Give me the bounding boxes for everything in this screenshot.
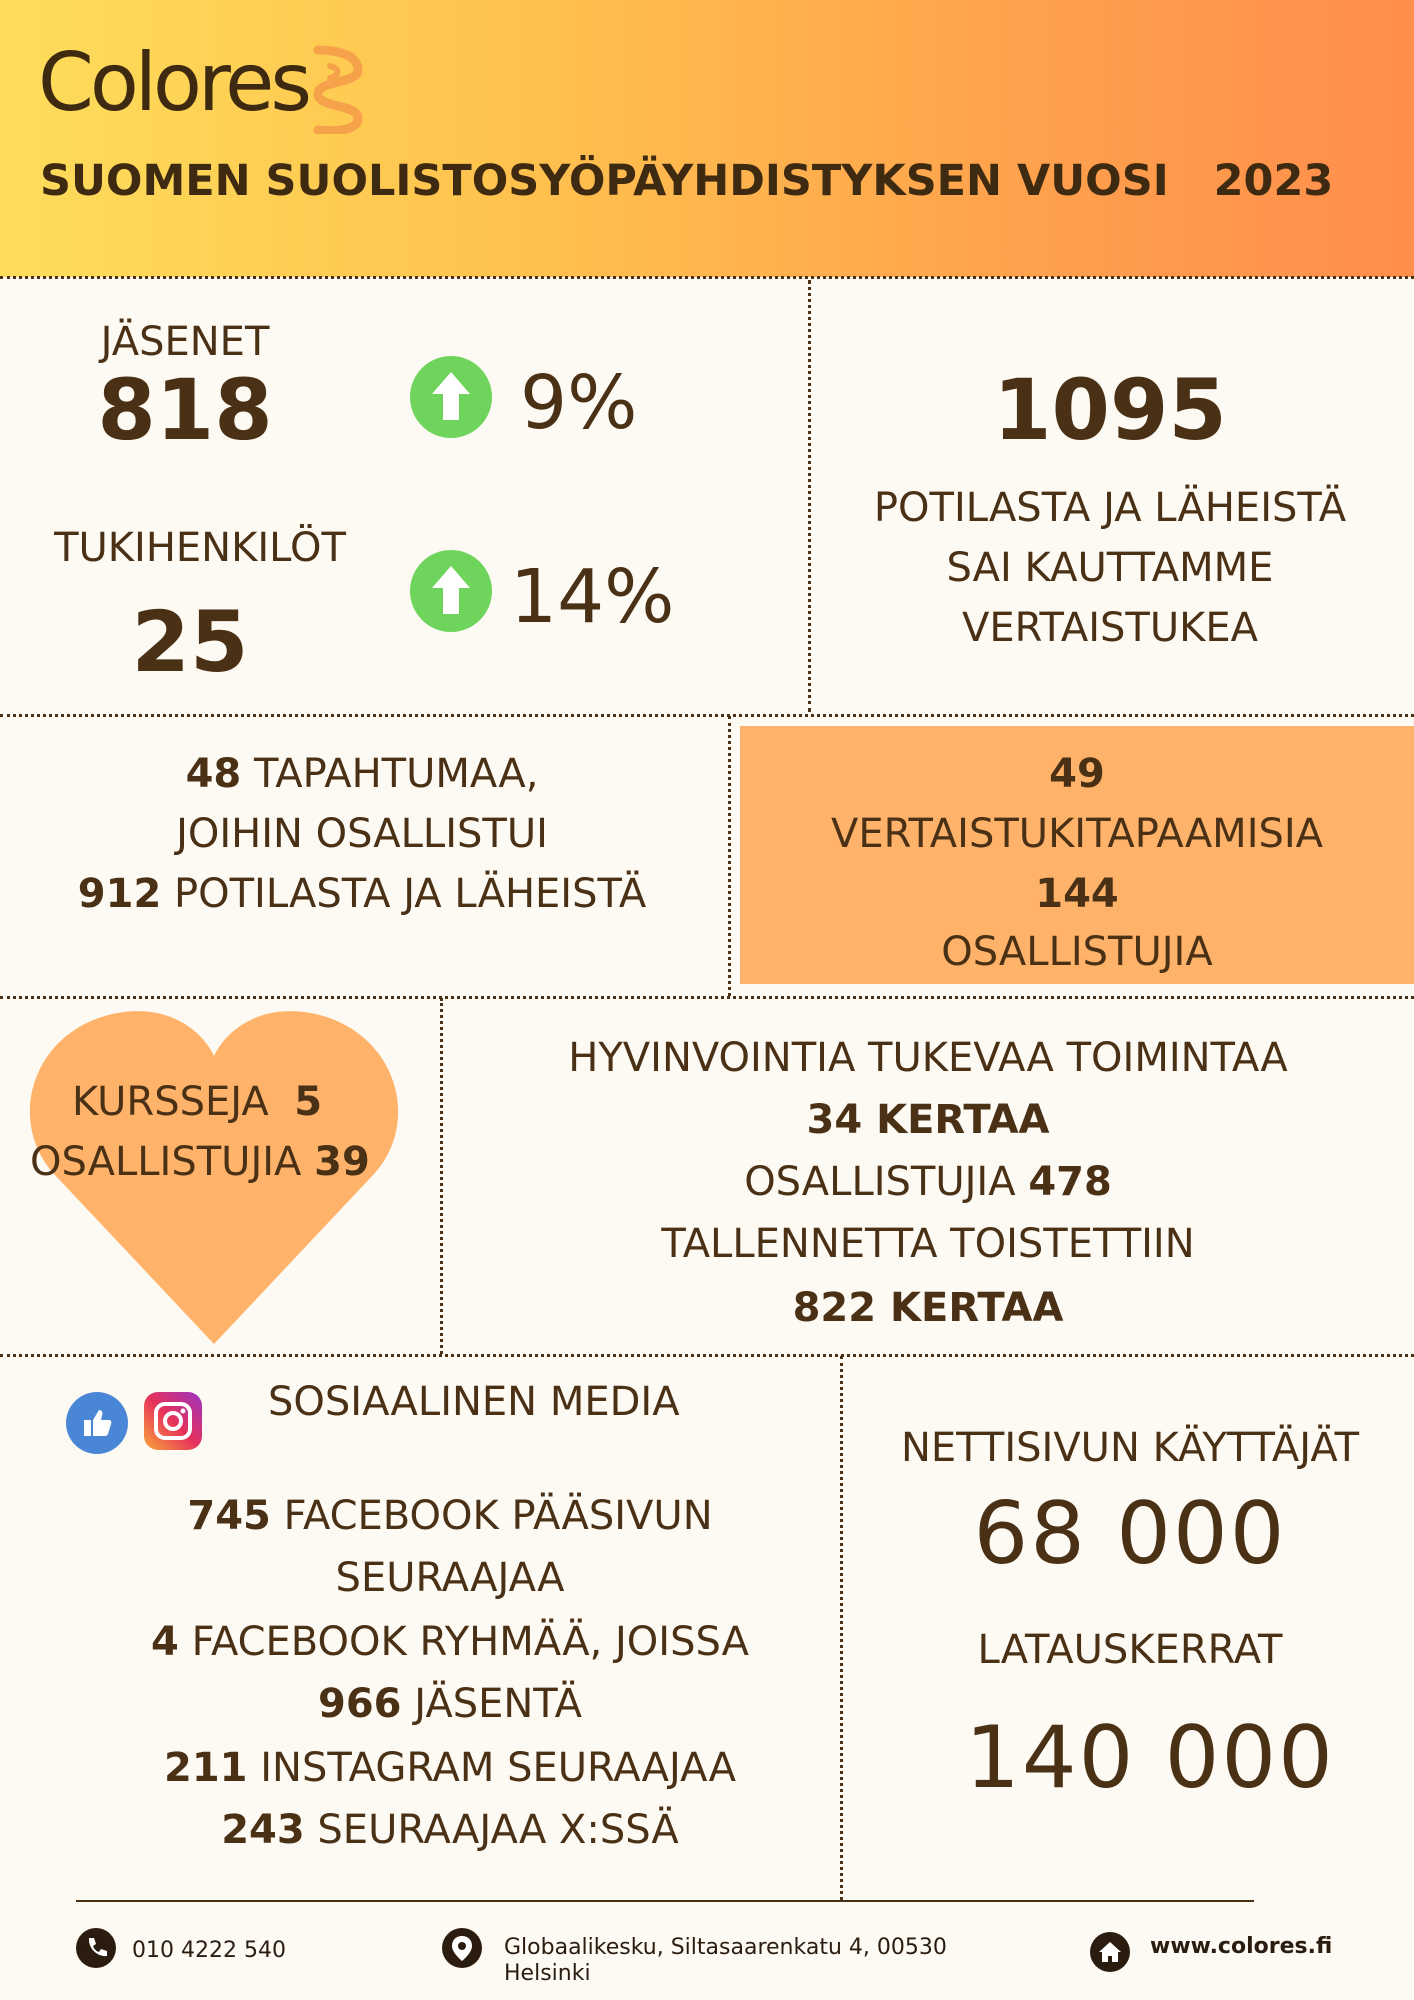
ig-followers-text: INSTAGRAM SEURAAJAA <box>247 1745 736 1791</box>
events-line <box>0 864 724 924</box>
footer-rule <box>76 1900 1254 1902</box>
home-icon <box>1090 1932 1130 1972</box>
fb-followers: 745 <box>187 1493 271 1539</box>
ig-followers: 211 <box>164 1745 248 1791</box>
social-title: SOSIAALINEN MEDIA <box>268 1379 680 1425</box>
up-arrow-icon <box>410 356 492 438</box>
footer-address-line1: Globaalikesku, Siltasaarenkatu 4, 00530 <box>504 1935 947 1960</box>
website-users-label: NETTISIVUN KÄYTTÄJÄT <box>900 1425 1360 1471</box>
events-participants: 912 <box>77 871 162 917</box>
wellbeing-participants-value: 478 <box>1028 1159 1112 1205</box>
social-line <box>20 1674 880 1734</box>
footer-phone[interactable]: 010 4222 540 <box>132 1938 286 1963</box>
phone-icon <box>76 1928 116 1968</box>
members-growth: 9% <box>520 360 638 446</box>
social-line <box>20 1486 880 1546</box>
footer-address <box>504 1935 1024 1987</box>
support-persons-growth: 14% <box>510 554 675 640</box>
peer-support-line: SAI KAUTTAMME <box>946 545 1274 591</box>
meetings-participants <box>740 864 1414 924</box>
fb-followers-text: FACEBOOK PÄÄSIVUN <box>270 1493 713 1539</box>
footer-address-line2: Helsinki <box>504 1961 591 1986</box>
footer-website-link[interactable]: www.colores.fi <box>1150 1934 1333 1959</box>
meetings-count-value: 49 <box>1049 751 1105 797</box>
peer-support-line: POTILASTA JA LÄHEISTÄ <box>873 485 1347 531</box>
meetings-label: VERTAISTUKITAPAAMISIA <box>830 811 1324 857</box>
meetings-participants-label: OSALLISTUJIA <box>941 929 1213 975</box>
events-count: 48 <box>185 751 242 797</box>
x-followers-text: SEURAAJAA X:SSÄ <box>304 1807 679 1853</box>
wellbeing-replays <box>448 1278 1408 1338</box>
events-line <box>0 744 724 804</box>
courses-line <box>72 1072 392 1132</box>
fb-group-members: 966 <box>318 1681 402 1727</box>
peer-support-line: VERTAISTUKEA <box>962 605 1258 651</box>
up-arrow-icon <box>410 550 492 632</box>
courses-participants-label: OSALLISTUJIA <box>30 1139 302 1185</box>
divider <box>440 998 443 1354</box>
wellbeing-title: HYVINVOINTIA TUKEVAA TOIMINTAA <box>568 1035 1288 1081</box>
peer-support-value: 1095 <box>993 361 1227 459</box>
courses-participants: 39 <box>314 1139 370 1185</box>
page-title: SUOMEN SUOLISTOSYÖPÄYHDISTYKSEN VUOSI 2023 <box>40 156 1334 206</box>
wellbeing-times-value: 34 KERTAA <box>806 1097 1050 1143</box>
events-participants-text: POTILASTA JA LÄHEISTÄ <box>161 871 647 917</box>
divider <box>728 716 731 996</box>
support-persons-value: 25 <box>131 593 249 691</box>
members-label: JÄSENET <box>100 319 270 365</box>
downloads-label: LATAUSKERRAT <box>977 1627 1283 1673</box>
divider <box>0 276 1414 279</box>
members-value: 818 <box>97 361 273 459</box>
events-line: JOIHIN OSALLISTUI <box>176 811 548 857</box>
divider <box>0 714 1414 717</box>
events-count-text: TAPAHTUMAA, <box>241 751 539 797</box>
meetings-count <box>740 744 1414 804</box>
divider <box>808 280 811 712</box>
wellbeing-recordings-label: TALLENNETTA TOISTETTIIN <box>661 1221 1195 1267</box>
social-line <box>20 1612 880 1672</box>
meetings-participants-value: 144 <box>1035 871 1119 917</box>
thumbs-up-icon <box>66 1392 128 1454</box>
divider <box>0 1354 1414 1357</box>
wellbeing-replays-value: 822 KERTAA <box>792 1285 1064 1331</box>
social-line: SEURAAJAA <box>335 1555 565 1601</box>
downloads: 140 000 <box>965 1708 1335 1808</box>
courses-participants-line <box>30 1132 410 1192</box>
brand-logo-text: Colores <box>38 36 309 129</box>
fb-group-members-text: JÄSENTÄ <box>401 1681 582 1727</box>
divider <box>0 996 1414 999</box>
x-followers: 243 <box>221 1807 305 1853</box>
colores-logo-icon <box>278 44 388 134</box>
wellbeing-participants-label: OSALLISTUJIA <box>744 1159 1029 1205</box>
social-line <box>20 1800 880 1860</box>
courses-label: KURSSEJA <box>72 1079 269 1125</box>
location-pin-icon <box>442 1928 482 1968</box>
fb-groups-text: FACEBOOK RYHMÄÄ, JOISSA <box>178 1619 749 1665</box>
social-line <box>20 1738 880 1798</box>
fb-groups: 4 <box>151 1619 179 1665</box>
support-persons-label: TUKIHENKILÖT <box>54 525 346 571</box>
website-users: 68 000 <box>973 1484 1287 1584</box>
courses-count: 5 <box>294 1079 323 1125</box>
wellbeing-times <box>448 1090 1408 1150</box>
instagram-icon <box>144 1392 202 1450</box>
wellbeing-participants <box>448 1152 1408 1212</box>
